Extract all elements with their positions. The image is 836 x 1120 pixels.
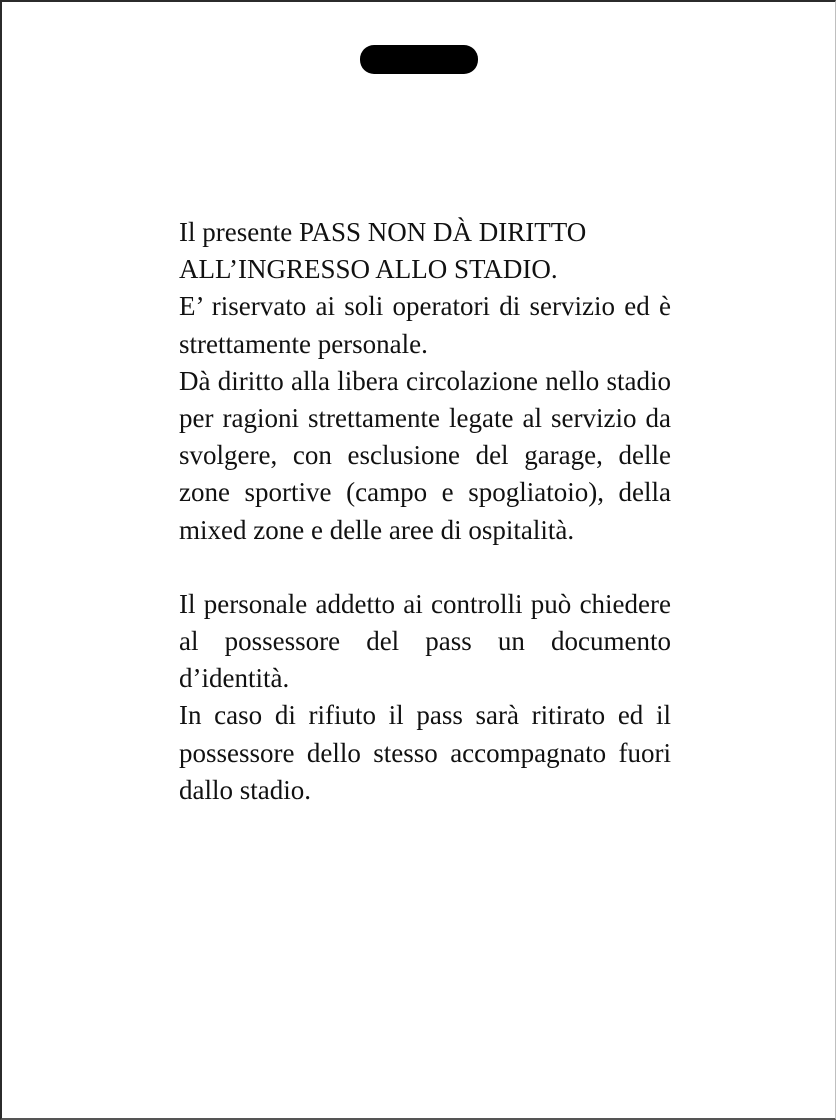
notice-line-1: Il presente PASS NON DÀ DIRITTO (179, 217, 587, 247)
pass-rules-text (179, 214, 671, 809)
lanyard-slot (360, 45, 478, 74)
paragraph-reserved: E’ riservato ai soli operatori di servizio ed è strettamente personale. (179, 291, 671, 359)
paragraph-refusal: In caso di rifiuto il pass sarà ritirato ed il possessore dello stesso accompagnato fuori dallo stadio. (179, 700, 671, 805)
paragraph-circulation: Dà diritto alla libera circolazione nello stadio per ragioni strettamente legate al servizio da svolgere, con esclusione del garage, delle zone sportive (campo e spogliatoio), della mixed zone e delle aree di ospitalità. (179, 365, 671, 545)
notice-line-2: ALL’INGRESSO ALLO STADIO. (179, 254, 558, 285)
paragraph-controls: Il personale addetto ai controlli può chiedere al possessore del pass un documento d’identità. (179, 588, 671, 694)
paragraph-gap (179, 549, 671, 586)
